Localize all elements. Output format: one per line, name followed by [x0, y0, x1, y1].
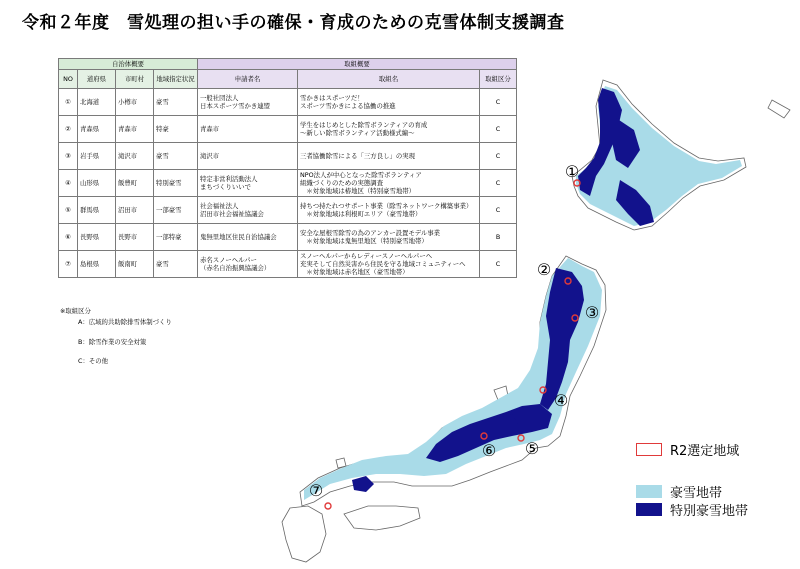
cell-effort: 安全な屋根雪除雪の為のアンカー設置モデル事業 ＊対象地域は鬼無里地区（特別豪雪地帯）	[298, 224, 480, 251]
cell-zone: 豪雪	[154, 251, 198, 278]
cell-zone: 一部豪雪	[154, 197, 198, 224]
cell-applicant: 特定非営利活動法人 まちづくりいいで	[198, 170, 298, 197]
col-prefecture: 道府県	[78, 70, 116, 89]
col-applicant: 申請者名	[198, 70, 298, 89]
legend-special-label: 特別豪雪地帯	[670, 504, 749, 519]
cell-category: C	[480, 251, 517, 278]
cell-city: 飯豊町	[116, 170, 154, 197]
cell-city: 飯南町	[116, 251, 154, 278]
cell-applicant: 青森市	[198, 116, 298, 143]
cell-zone: 特豪	[154, 116, 198, 143]
oki-island	[336, 458, 346, 468]
marker-4: ④	[553, 391, 569, 410]
special-swatch	[636, 503, 662, 516]
cell-city: 沼田市	[116, 197, 154, 224]
legend-selected-label: R2選定地域	[670, 444, 740, 459]
col-no: NO	[59, 70, 78, 89]
cell-city: 長野市	[116, 224, 154, 251]
cell-pref: 青森県	[78, 116, 116, 143]
local-overview-header: 自治体概要	[59, 59, 198, 70]
cell-no: ①	[59, 89, 78, 116]
marker-1: ①	[564, 162, 580, 181]
cell-applicant: 滝沢市	[198, 143, 298, 170]
cell-category: C	[480, 170, 517, 197]
cell-pref: 島根県	[78, 251, 116, 278]
effort-overview-header: 取組概要	[198, 59, 517, 70]
marker-7: ⑦	[308, 481, 324, 500]
marker-2: ②	[536, 260, 552, 279]
cell-pref: 山形県	[78, 170, 116, 197]
cell-no: ⑥	[59, 224, 78, 251]
cell-category: C	[480, 116, 517, 143]
cell-pref: 長野県	[78, 224, 116, 251]
col-zone-status: 地域指定状況	[154, 70, 198, 89]
northern-island	[768, 100, 790, 118]
cell-applicant: 赤名スノーヘルパー （赤名自治振興協議会）	[198, 251, 298, 278]
cell-city: 滝沢市	[116, 143, 154, 170]
legend-heavy-label: 豪雪地帯	[670, 486, 723, 501]
legend-heavy	[636, 482, 722, 501]
cell-city: 小樽市	[116, 89, 154, 116]
legend-special	[636, 500, 748, 519]
col-effort-name: 取組名	[298, 70, 480, 89]
cell-pref: 岩手県	[78, 143, 116, 170]
cell-no: ⑤	[59, 197, 78, 224]
cell-effort: スノーヘルパーからレディースノーヘルパーへ 充実そして自然災害から住民を守る地域コミュニティーへ ＊対象地域は赤名地区（豪雪地帯）	[298, 251, 480, 278]
shikoku-island	[344, 506, 420, 530]
category-a: A：広域的共助除排雪体制づくり	[78, 318, 172, 327]
category-b: B：除雪作業の安全対策	[78, 337, 147, 346]
cell-zone: 豪雪	[154, 143, 198, 170]
heavy-snow-zones	[304, 86, 742, 500]
category-c: C：その他	[78, 357, 109, 366]
col-category: 取組区分	[480, 70, 517, 89]
cell-applicant: 鬼無里地区住民自治協議会	[198, 224, 298, 251]
cell-pref: 北海道	[78, 89, 116, 116]
category-legend-header: ※取組区分	[60, 307, 91, 315]
cell-pref: 群馬県	[78, 197, 116, 224]
cell-no: ④	[59, 170, 78, 197]
cell-zone: 豪雪	[154, 89, 198, 116]
selected-swatch	[636, 443, 662, 456]
cell-city: 青森市	[116, 116, 154, 143]
col-municipality: 市町村	[116, 70, 154, 89]
cell-category: C	[480, 89, 517, 116]
cell-zone: 一部特豪	[154, 224, 198, 251]
cell-effort: NPO法人が中心となった除雪ボランティア 組織づくりのための実態調査 ＊対象地域は椿地区（特別豪雪地帯）	[298, 170, 480, 197]
cell-zone: 特別豪雪	[154, 170, 198, 197]
kyushu-island	[282, 506, 326, 562]
cell-category: B	[480, 224, 517, 251]
cell-no: ②	[59, 116, 78, 143]
marker-6: ⑥	[481, 441, 497, 460]
marker-3: ③	[584, 303, 600, 322]
cell-effort: 持ちつ持たれつサポート事業（除雪ネットワーク構築事業） ＊対象地域は利根町エリア（豪雪地帯）	[298, 197, 480, 224]
cell-applicant: 社会福祉法人 沼田市社会福祉協議会	[198, 197, 298, 224]
heavy-swatch	[636, 485, 662, 498]
legend-selected	[636, 440, 739, 459]
cell-category: C	[480, 143, 517, 170]
page-title: 令和２年度 雪処理の担い手の確保・育成のための克雪体制支援調査	[22, 13, 565, 33]
marker-5: ⑤	[524, 439, 540, 458]
selected-region-7	[325, 503, 331, 509]
cell-effort: 雪かきはスポーツだ！ スポーツ雪かきによる協働の推進	[298, 89, 480, 116]
cell-effort: 三者協働除雪による「三方良し」の実現	[298, 143, 480, 170]
cell-no: ③	[59, 143, 78, 170]
special-heavy-snow-zones	[352, 88, 654, 492]
cell-no: ⑦	[59, 251, 78, 278]
cell-effort: 学生をはじめとした除雪ボランティアの育成 ～新しい除雪ボランティア活動様式編～	[298, 116, 480, 143]
cell-category: C	[480, 197, 517, 224]
cell-applicant: 一般社団法人 日本スポーツ雪かき連盟	[198, 89, 298, 116]
